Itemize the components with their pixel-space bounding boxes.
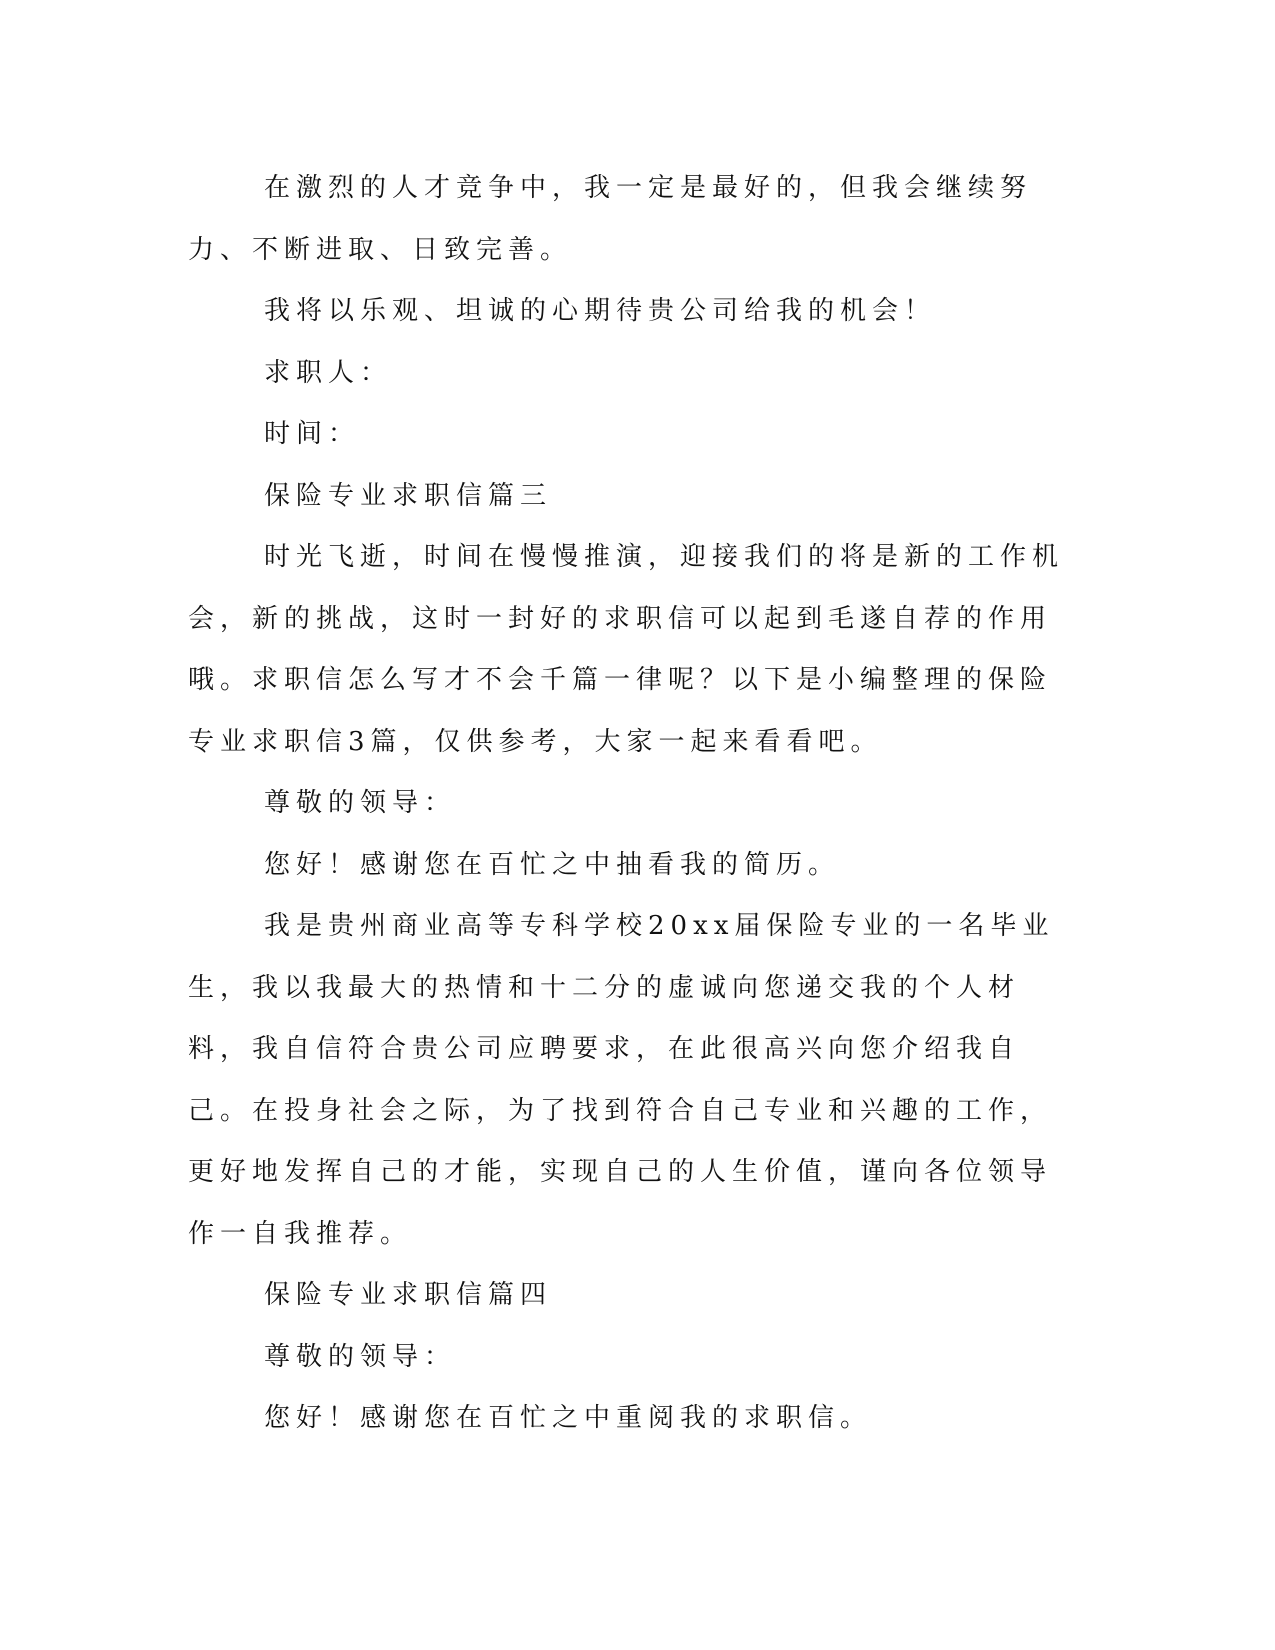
paragraph-greeting-2: 您好！感谢您在百忙之中重阅我的求职信。 [264,1403,873,1433]
paragraph-date-label: 时间： [264,419,361,449]
paragraph-salutation-2: 尊敬的领导： [264,1341,457,1372]
paragraph-closing-statement: 在激烈的人才竞争中，我一定是最好的，但我会继续努力、不断进取、日致完善。 [188,173,1033,265]
section-heading-four: 保险专业求职信篇四 [264,1280,553,1310]
document-body [188,158,1078,1450]
paragraph-self-introduction: 我是贵州商业高等专科学校20xx届保险专业的一名毕业生，我以我最大的热情和十二分的虚诚向您递交我的个人材料，我自信符合贵公司应聘要求，在此很高兴向您介绍我自己。在投身社会之际，为了找到符合自己专业和兴趣的工作，更好地发挥自己的才能，实现自己的人生价值，谨向各位领导作一自我推荐。 [188,911,1055,1249]
paragraph-applicant-label: 求职人： [264,357,393,388]
paragraph-salutation: 尊敬的领导： [264,788,457,818]
section-heading-three: 保险专业求职信篇三 [264,480,553,511]
paragraph-greeting: 您好！感谢您在百忙之中抽看我的简历。 [264,849,841,880]
paragraph-expectation: 我将以乐观、坦诚的心期待贵公司给我的机会！ [264,296,937,326]
paragraph-intro: 时光飞逝，时间在慢慢推演，迎接我们的将是新的工作机会，新的挑战，这时一封好的求职信可以起到毛遂自荐的作用哦。求职信怎么写才不会千篇一律呢？以下是小编整理的保险专业求职信3篇，仅供参考，大家一起来看看吧。 [188,542,1065,757]
